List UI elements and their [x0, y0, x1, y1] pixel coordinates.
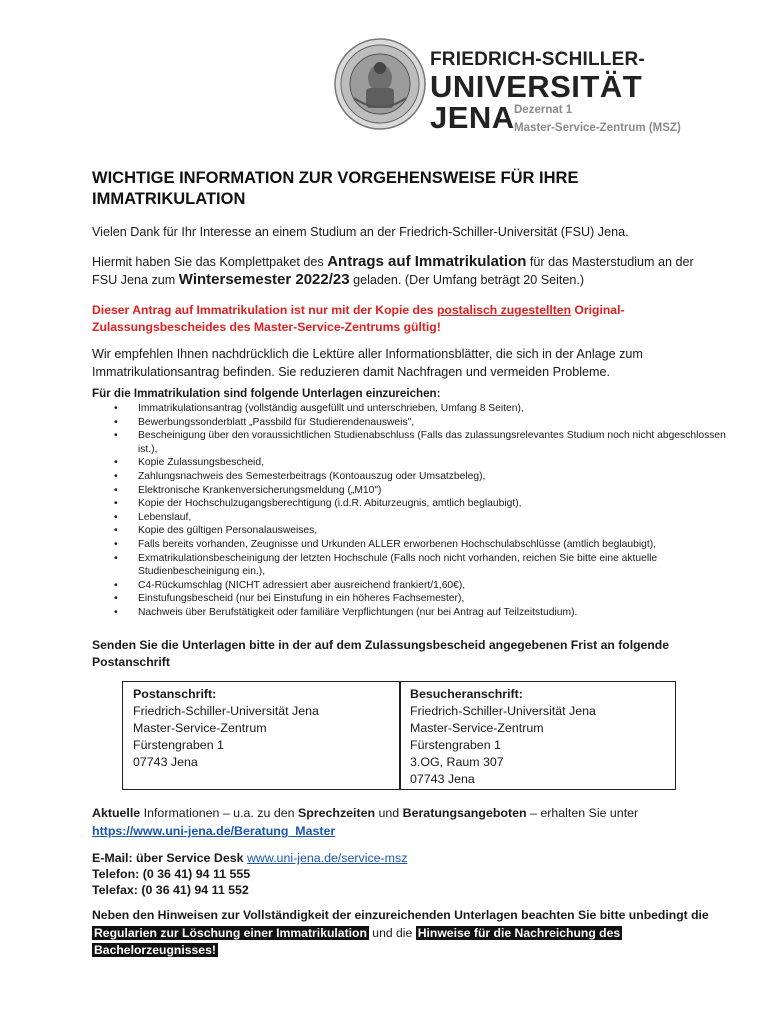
visitor-line: Friedrich-Schiller-Universität Jena	[410, 704, 596, 718]
list-item: • Bewerbungssonderblatt „Passbild für Studierendenausweis",	[92, 416, 732, 430]
department-line2: Master-Service-Zentrum (MSZ)	[514, 122, 681, 134]
page-title	[92, 168, 692, 210]
service-desk-link[interactable]: www.uni-jena.de/service-msz	[246, 851, 408, 865]
send-line2: Postanschrift	[92, 655, 170, 669]
current-text-e: Beratungsangeboten	[402, 806, 527, 820]
list-item: • Kopie Zulassungsbescheid,	[92, 456, 732, 470]
postal-line: Friedrich-Schiller-Universität Jena	[133, 704, 319, 718]
warning-text-c: Original-	[571, 303, 625, 317]
bachelor-certificate-highlight: Bachelorzeugnisses!	[94, 943, 216, 957]
warning-text-a: Dieser Antrag auf Immatrikulation ist nur mit der Kopie des	[92, 303, 437, 317]
address-box	[122, 681, 676, 790]
current-text-b: Informationen – u.a. zu den	[140, 806, 298, 820]
intro-paragraph: Vielen Dank für Ihr Interesse an einem Studium an der Friedrich-Schiller-Universität (FSU) Jena.	[92, 225, 629, 239]
email-label: E-Mail: über Service Desk	[92, 851, 247, 865]
current-text-d: und	[375, 806, 403, 820]
package-text-c: für das Masterstudium an der	[526, 255, 694, 269]
university-name-line3: JENA	[430, 100, 515, 135]
postal-line: Fürstengraben 1	[133, 738, 224, 752]
recommend-line1: Wir empfehlen Ihnen nachdrücklich die Lektüre aller Informationsblätter, die sich in der Anlage zum	[92, 347, 643, 361]
list-item: • Falls bereits vorhanden, Zeugnisse und Urkunden ALLER erworbenen Hochschulabschlüsse (amtlich beglaubigt),	[92, 538, 732, 552]
postal-address	[133, 686, 319, 771]
fax-number: Telefax: (0 36 41) 94 11 552	[92, 883, 249, 897]
current-text-f: – erhalten Sie unter	[526, 806, 639, 820]
recommend-paragraph	[92, 345, 732, 381]
list-item: • Kopie des gültigen Personalausweises,	[92, 524, 732, 538]
list-item: • Kopie der Hochschulzugangsberechtigung (i.d.R. Abiturzeugnis, amtlich beglaubigt),	[92, 497, 732, 511]
university-name-line1: FRIEDRICH-SCHILLER-	[430, 49, 645, 70]
department-info	[514, 101, 681, 137]
list-item: • C4-Rückumschlag (NICHT adressiert aber ausreichend frankiert/1,60€),	[92, 579, 732, 593]
send-line1: Senden Sie die Unterlagen bitte in der auf dem Zulassungsbescheid angegebenen Frist an folgende	[92, 638, 669, 652]
semester-highlight: Wintersemester 2022/23	[178, 271, 350, 288]
university-name-line2: UNIVERSITÄT	[430, 69, 643, 104]
contact-block	[92, 850, 732, 898]
list-item: • Einstufungsbescheid (nur bei Einstufung in ein höheres Fachsemester),	[92, 592, 732, 606]
visitor-address	[410, 686, 596, 788]
final-mid: und die	[368, 925, 416, 940]
current-info-paragraph	[92, 804, 732, 840]
current-text-c: Sprechzeiten	[297, 806, 376, 820]
final-notice	[92, 907, 732, 960]
postal-line: Master-Service-Zentrum	[133, 721, 267, 735]
visitor-line: 07743 Jena	[410, 772, 475, 786]
page-title-line2: IMMATRIKULATION	[92, 190, 246, 208]
visitor-line: Fürstengraben 1	[410, 738, 501, 752]
list-item: • Bescheinigung über den voraussichtlichen Studienabschluss (Falls das zulassungsrelevantes Studium noch nicht abgeschlossen ist.),	[92, 429, 732, 456]
package-text-b: Antrags auf Immatrikulation	[327, 253, 527, 270]
recommend-line2: Immatrikulationsantrag befinden. Sie reduzieren damit Nachfragen und vermeiden Probleme.	[92, 365, 611, 379]
warning-paragraph	[92, 302, 732, 335]
send-instructions	[92, 637, 732, 671]
beratung-master-link[interactable]: https://www.uni-jena.de/Beratung_Master	[92, 824, 336, 838]
list-item: • Zahlungsnachweis des Semesterbeitrags (Kontoauszug oder Umsatzbeleg),	[92, 470, 732, 484]
warning-text-d: Zulassungsbescheides des Master-Service-Zentrums gültig!	[92, 319, 441, 334]
list-item: • Immatrikulationsantrag (vollständig ausgefüllt und unterschrieben, Umfang 8 Seiten),	[92, 402, 732, 416]
department-line1: Dezernat 1	[514, 104, 573, 116]
list-item: • Exmatrikulationsbescheinigung der letzten Hochschule (Falls noch nicht vorhanden, reichen Sie bitte eine aktuelle Studienbescheinigung ein.),	[92, 552, 732, 579]
postal-line: 07743 Jena	[133, 755, 198, 769]
package-paragraph	[92, 253, 732, 289]
list-item: • Elektronische Krankenversicherungsmeldung („M10")	[92, 484, 732, 498]
documents-list	[92, 402, 732, 620]
package-text-f: geladen. (Der Umfang beträgt 20 Seiten.)	[349, 273, 585, 287]
address-divider	[399, 682, 401, 789]
documents-heading: Für die Immatrikulation sind folgende Unterlagen einzureichen:	[92, 387, 441, 400]
package-text-d: FSU Jena zum	[92, 273, 179, 287]
final-line1: Neben den Hinweisen zur Vollständigkeit der einzureichenden Unterlagen beachten Sie bitte unbedingt die	[92, 908, 709, 922]
deletion-rules-highlight: Regularien zur Löschung einer Immatrikulation	[94, 925, 367, 940]
resubmission-highlight: Hinweise für die Nachreichung des	[417, 925, 621, 940]
visitor-line: 3.OG, Raum 307	[410, 755, 504, 769]
postal-heading: Postanschrift:	[133, 687, 217, 701]
visitor-heading: Besucheranschrift:	[410, 687, 523, 701]
page-title-line1: WICHTIGE INFORMATION ZUR VORGEHENSWEISE FÜR IHRE	[92, 169, 579, 187]
university-seal-logo	[334, 38, 426, 130]
warning-text-b: postalisch zugestellten	[436, 303, 572, 317]
visitor-line: Master-Service-Zentrum	[410, 721, 544, 735]
list-item: • Nachweis über Berufstätigkeit oder familiäre Verpflichtungen (nur bei Antrag auf Teilzeitstudium).	[92, 606, 732, 620]
phone-number: Telefon: (0 36 41) 94 11 555	[92, 867, 251, 881]
list-item: • Lebenslauf,	[92, 511, 732, 525]
current-text-a: Aktuelle	[92, 806, 141, 820]
package-text-a: Hiermit haben Sie das Komplettpaket des	[92, 255, 328, 269]
